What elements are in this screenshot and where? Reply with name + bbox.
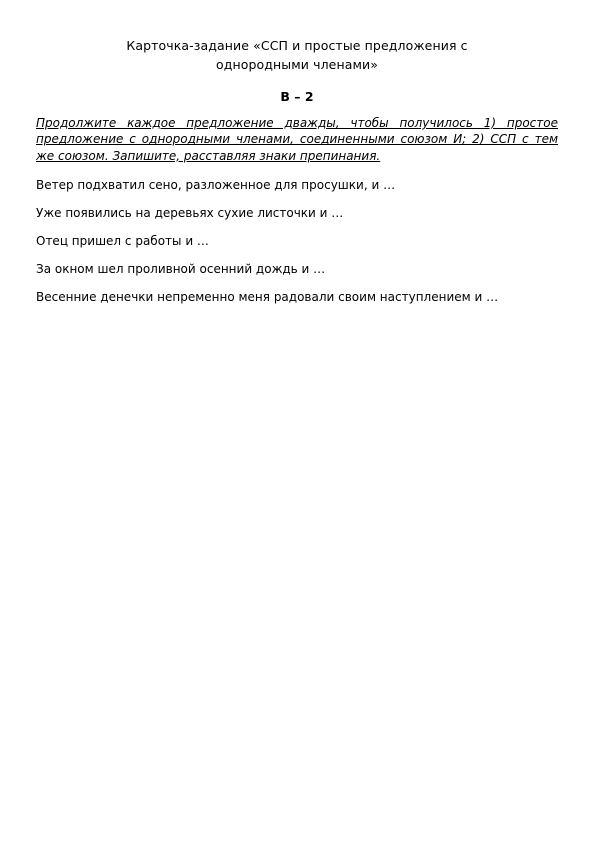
sentence-item-3: Отец пришел с работы и …: [36, 234, 209, 249]
title-line-1: Карточка-задание «ССП и простые предложения с: [126, 38, 468, 53]
document-title: [36, 30, 558, 74]
sentence-item-1: Ветер подхватил сено, разложенное для просушки, и …: [36, 178, 396, 193]
task-instruction: Продолжите каждое предложение дважды, чтобы получилось 1) простое предложение с однородными членами, соединенными союзом И; 2) ССП с тем же союзом. Запишите, расставляя знаки препинания.: [36, 116, 558, 163]
sentence-item-4: За окном шел проливной осенний дождь и …: [36, 262, 326, 277]
title-line-2: однородными членами»: [215, 57, 378, 72]
sentence-item-5: Весенние денечки непременно меня радовали своим наступлением и …: [36, 290, 499, 305]
variant-label: В – 2: [280, 89, 314, 104]
document-page: [36, 30, 558, 317]
sentence-item-2: Уже появились на деревьях сухие листочки и …: [36, 206, 344, 221]
sentence-list: [36, 177, 558, 305]
